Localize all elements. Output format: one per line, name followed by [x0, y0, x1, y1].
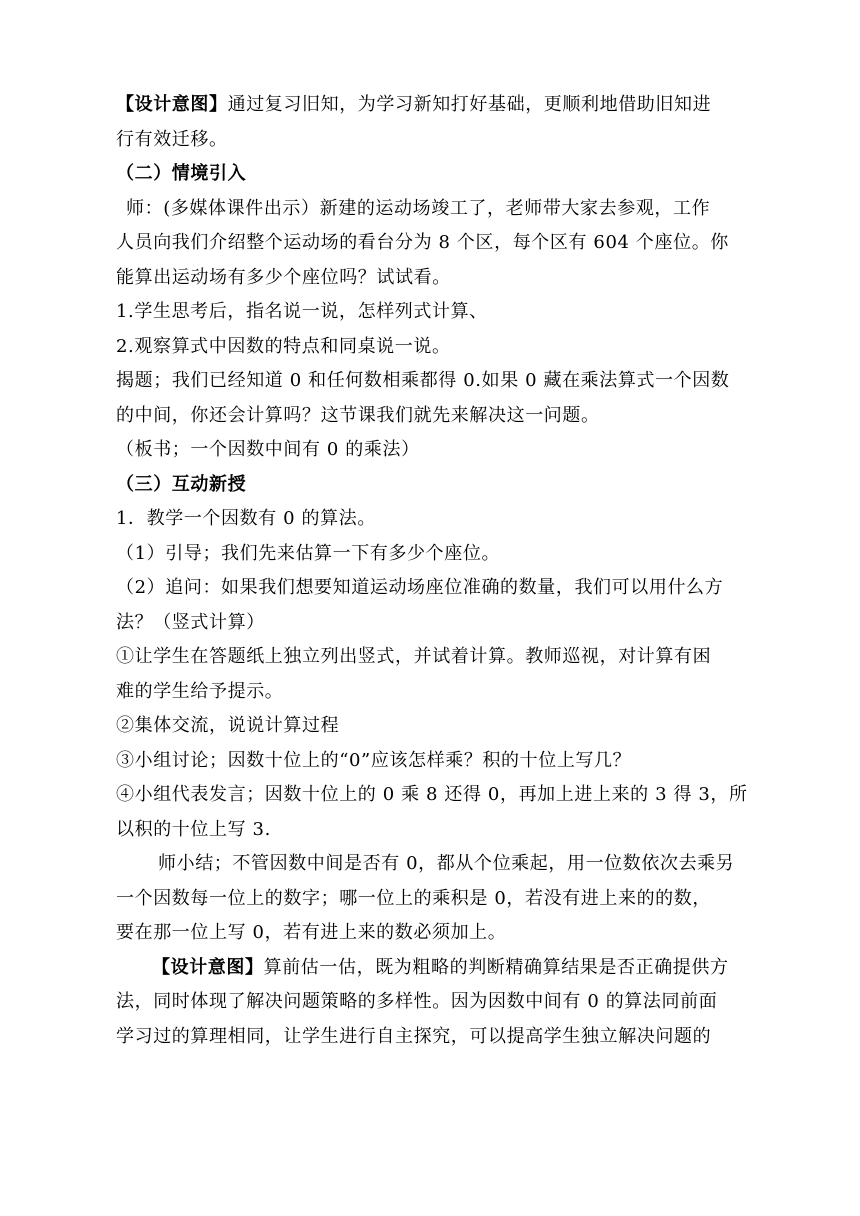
- text-line: [116, 399, 776, 434]
- text-line: [116, 226, 776, 261]
- text-segment: 人员向我们介绍整个运动场的看台分为 8 个区，每个区有 604 个座位。你: [116, 232, 729, 253]
- text-line: [116, 192, 776, 227]
- text-segment: 能算出运动场有多少个座位吗？试试看。: [116, 266, 451, 288]
- text-segment: 一个因数每一位上的数字；哪一位上的乘积是 0，若没有进上来的的数，: [116, 887, 711, 909]
- text-segment: ①让学生在答题纸上独立列出竖式，并试着计算。教师巡视，对计算有困: [116, 646, 712, 667]
- text-segment: ②集体交流，说说计算过程: [116, 715, 340, 736]
- paragraph: [116, 364, 776, 433]
- text-segment: 的中间，你还会计算吗？这节课我们就先来解决这一问题。: [116, 404, 600, 426]
- text-line: [116, 985, 776, 1020]
- text-line: [116, 468, 776, 503]
- text-segment: 算前估一估，既为粗略的判断精确算结果是否正确提供方: [263, 956, 729, 978]
- text-segment: 1.学生思考后，指名说一说，怎样列式计算、: [116, 301, 488, 322]
- text-segment: 1．教学一个因数有 0 的算法。: [116, 508, 376, 529]
- text-line: [116, 640, 776, 675]
- paragraph: [116, 433, 776, 468]
- text-line: [116, 295, 776, 330]
- text-line: [116, 675, 776, 710]
- text-segment: ③小组讨论；因数十位上的“0”应该怎样乘？积的十位上写几？: [116, 749, 632, 771]
- text-segment: 法？（竖式计算）: [116, 611, 265, 633]
- text-line: [116, 537, 776, 572]
- text-segment: 师小结；不管因数中间是否有 0，都从个位乘起，用一位数依次去乘另: [158, 853, 735, 874]
- text-segment: 要在那一位上写 0，若有进上来的数必须加上。: [116, 922, 507, 943]
- text-line: [116, 330, 776, 365]
- text-line: [116, 847, 776, 882]
- text-line: [116, 1020, 776, 1055]
- text-segment: 揭题；我们已经知道 0 和任何数相乘都得 0.如果 0 藏在乘法算式一个因数: [116, 370, 730, 391]
- text-line: [116, 157, 776, 192]
- text-segment: 师：(多媒体课件出示）新建的运动场竣工了，老师带大家去参观，工作: [126, 197, 711, 219]
- section-heading: [116, 157, 776, 192]
- bold-label: （二）情境引入: [116, 163, 247, 184]
- text-line: [116, 813, 776, 848]
- text-line: [116, 916, 776, 951]
- paragraph: [116, 502, 776, 537]
- text-segment: （2）追问：如果我们想要知道运动场座位准确的数量，我们可以用什么方: [116, 577, 724, 598]
- text-segment: 通过复习旧知，为学习新知打好基础，更顺利地借助旧知进: [227, 94, 712, 115]
- text-line: [116, 123, 776, 158]
- bold-label: （三）互动新授: [116, 473, 247, 495]
- text-segment: 学习过的算理相同，让学生进行自主探究，可以提高学生独立解决问题的: [116, 1025, 712, 1047]
- text-segment: 行有效迁移。: [116, 128, 228, 150]
- text-line: [116, 433, 776, 468]
- text-line: [116, 744, 776, 779]
- text-segment: 难的学生给予提示。: [116, 680, 284, 702]
- paragraph: [116, 537, 776, 572]
- paragraph: [116, 88, 776, 157]
- text-line: [116, 502, 776, 537]
- text-line: [116, 606, 776, 641]
- text-segment: （1）引导；我们先来估算一下有多少个座位。: [116, 542, 501, 564]
- text-line: [116, 882, 776, 917]
- bold-label: 【设计意图】: [152, 956, 264, 978]
- text-line: [116, 951, 776, 986]
- text-line: [116, 571, 776, 606]
- document-body: [116, 88, 776, 1054]
- paragraph: [116, 951, 776, 1055]
- section-heading: [116, 468, 776, 503]
- text-segment: 以积的十位上写 3.: [116, 818, 271, 840]
- text-line: [116, 709, 776, 744]
- text-line: [116, 778, 776, 813]
- paragraph: [116, 295, 776, 330]
- paragraph: [116, 192, 776, 296]
- paragraph: [116, 640, 776, 709]
- text-line: [116, 261, 776, 296]
- paragraph: [116, 330, 776, 365]
- paragraph: [116, 847, 776, 951]
- paragraph: [116, 744, 776, 779]
- paragraph: [116, 778, 776, 847]
- text-segment: ④小组代表发言；因数十位上的 0 乘 8 还得 0，再加上进上来的 3 得 3，所: [116, 784, 748, 805]
- paragraph: [116, 571, 776, 640]
- text-segment: 2.观察算式中因数的特点和同桌说一说。: [116, 335, 451, 357]
- text-line: [116, 364, 776, 399]
- bold-label: 【设计意图】: [116, 94, 228, 115]
- text-line: [116, 88, 776, 123]
- text-segment: 法，同时体现了解决问题策略的多样性。因为因数中间有 0 的算法同前面: [116, 991, 718, 1012]
- text-segment: （板书；一个因数中间有 0 的乘法）: [116, 439, 420, 460]
- paragraph: [116, 709, 776, 744]
